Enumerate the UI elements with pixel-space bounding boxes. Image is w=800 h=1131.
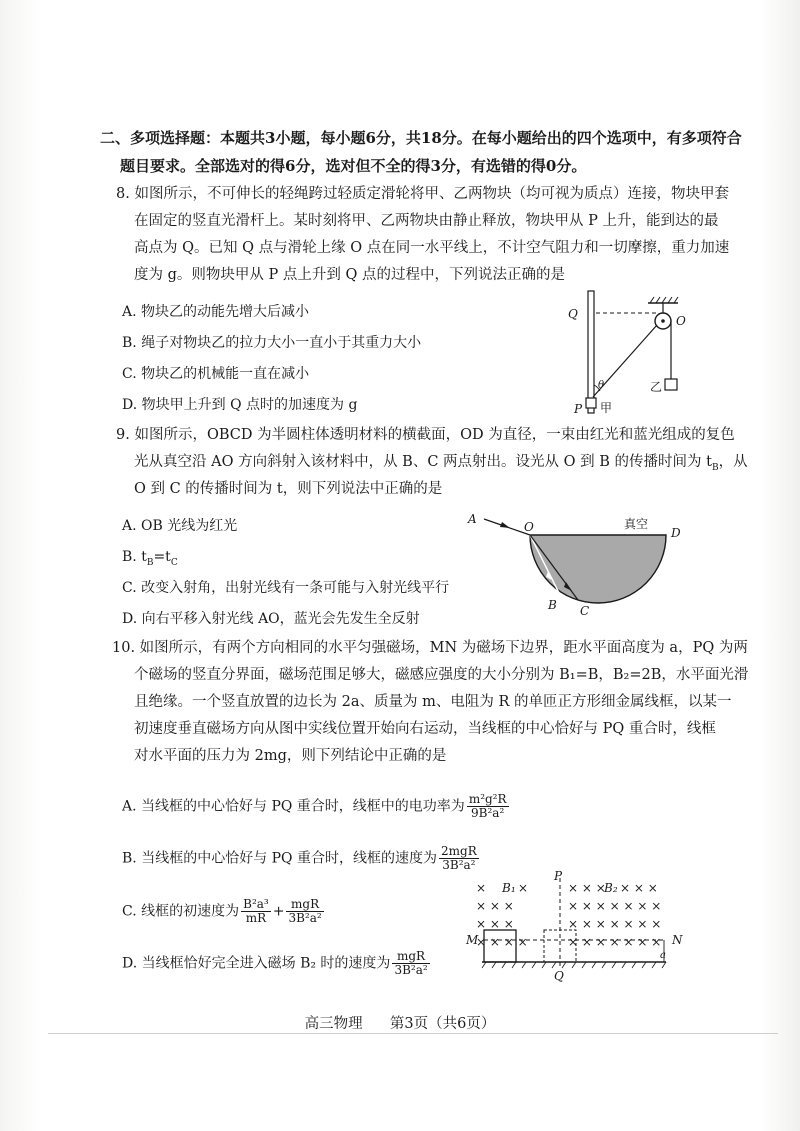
label-n: N <box>672 933 683 947</box>
q8-line3: 高点为 Q。已知 Q 点与滑轮上缘 O 点在同一水平线上，不计空气阻力和一切摩擦，重力加速 <box>134 240 730 256</box>
q10-option-a <box>122 793 511 820</box>
q10-option-c <box>122 898 326 925</box>
svg-text:× × ×: × × × <box>620 881 658 895</box>
q8-option-d: D. 物块甲上升到 Q 点时的加速度为 g <box>122 397 358 413</box>
label-c: C <box>580 604 590 618</box>
fraction-numerator: mgR <box>392 950 429 964</box>
label-b: B <box>548 598 557 612</box>
q8-line1: 8. 如图所示，不可伸长的轻绳跨过轻质定滑轮将甲、乙两物块（均可视为质点）连接，物块甲套 <box>116 186 729 202</box>
vertical-rod <box>588 291 594 413</box>
q10-option-b-text: B. 当线框的中心恰好与 PQ 重合时，线框的速度为 <box>122 850 437 867</box>
fraction-denominator: 3B²a² <box>288 911 322 925</box>
svg-text:× × × × × × ×: × × × × × × × <box>568 917 662 931</box>
q8-line2: 在固定的竖直光滑杆上。某时刻将甲、乙两物块由静止释放，物块甲从 P 上升，能到达的最 <box>134 213 719 229</box>
q10-option-c-text: C. 线框的初速度为 <box>122 903 240 920</box>
q10-line4: 初速度垂直磁场方向从图中实线位置开始向右运动，当线框的中心恰好与 PQ 重合时，线框 <box>134 721 716 737</box>
q10-magnetic-field-figure <box>460 869 690 983</box>
semicircle-cross-section <box>530 535 666 603</box>
q9-option-a: A. OB 光线为红光 <box>122 518 238 534</box>
q9-line2 <box>134 452 748 478</box>
q9-option-b-sub2: C <box>170 557 178 568</box>
label-a: A <box>468 512 477 526</box>
label-m: M <box>466 933 479 947</box>
label-b2: B₂ <box>604 881 618 895</box>
q10-option-d-fraction <box>392 950 429 977</box>
fraction-denominator: mR <box>245 911 267 925</box>
fraction-numerator: 2mgR <box>441 844 477 858</box>
q9-line3-text: O 到 C 的传播时间为 t，则下列说法中正确的是 <box>134 481 443 497</box>
fraction-denominator: 9B²a² <box>471 806 505 820</box>
svg-text:×: × <box>518 881 529 895</box>
label-q: Q <box>568 307 578 321</box>
q10-line1: 10. 如图所示，有两个方向相同的水平匀强磁场，MN 为磁场下边界，距水平面高度为 a，PQ 为两 <box>112 640 748 656</box>
label-vacuum: 真空 <box>624 517 649 531</box>
q10-option-d <box>122 950 432 977</box>
footer-page-number: 第3页（共6页） <box>389 1016 496 1032</box>
q10-option-b-fraction <box>439 845 479 872</box>
q9-option-b-eq: =t <box>153 549 171 565</box>
q9-line2-sub: B <box>711 462 719 473</box>
label-b1: B₁ <box>502 881 516 895</box>
block-yi <box>665 379 677 390</box>
section-header-line1: 二、多项选择题：本题共3小题，每小题6分，共18分。在每小题给出的四个选项中，有多项符合 <box>100 129 742 147</box>
label-o: O <box>524 520 534 534</box>
q9-line1: 9. 如图所示，OBCD 为半圆柱体透明材料的横截面，OD 为直径，一束由红光和蓝光组成的复色 <box>116 427 735 443</box>
label-o: O <box>676 314 686 328</box>
ceiling-hatch <box>650 297 678 303</box>
q8-line4: 度为 g。则物块甲从 P 点上升到 Q 点的过程中，下列说法正确的是 <box>134 267 565 283</box>
svg-text:× × × × × × ×: × × × × × × × <box>568 899 662 913</box>
ground-hatch <box>482 962 666 968</box>
q10-line5: 对水平面的压力为 2mg，则下列结论中正确的是 <box>134 748 447 764</box>
label-p: P <box>574 402 583 416</box>
q8-option-b: B. 绳子对物块乙的拉力大小一直小于其重力大小 <box>122 335 422 351</box>
label-yi: 乙 <box>650 380 663 394</box>
svg-text:× × × × × × ×: × × × × × × × <box>568 935 662 949</box>
svg-text:× × × ×: × × × × <box>476 935 528 949</box>
q9-option-d: D. 向右平移入射光线 AO，蓝光会先发生全反射 <box>122 611 420 627</box>
q10-line2: 个磁场的竖直分界面，磁场范围足够大，磁感应强度的大小分别为 B₁=B，B₂=2B，水平面光滑 <box>134 667 749 683</box>
q10-option-d-text: D. 当线框恰好完全进入磁场 B₂ 时的速度为 <box>122 955 391 972</box>
footer-subject: 高三物理 <box>304 1016 363 1032</box>
page-footer <box>0 1012 800 1033</box>
svg-text:×: × <box>476 881 487 895</box>
q10-line3: 且绝缘。一个竖直放置的边长为 2a、质量为 m、电阻为 R 的单匝正方形细金属线框，以某一 <box>134 694 732 710</box>
q9-line2-text: 光从真空沿 AO 方向斜射入该材料中，从 B、C 两点射出。设光从 O 到 B 的传播时间为 t <box>134 454 712 470</box>
q10-option-c-fraction2 <box>286 898 323 925</box>
q10-option-a-text: A. 当线框的中心恰好与 PQ 重合时，线框中的电功率为 <box>122 798 465 815</box>
section-header-line2: 题目要求。全部选对的得6分，选对但不全的得3分，有选错的得0分。 <box>120 157 587 175</box>
q9-option-b-text: B. t <box>122 549 147 565</box>
label-d: D <box>671 526 681 540</box>
svg-text:× × ×: × × × <box>476 917 514 931</box>
fraction-denominator: 3B²a² <box>442 858 476 872</box>
block-jia <box>586 398 596 408</box>
q9-option-b-sub1: B <box>146 557 154 568</box>
svg-text:× × ×: × × × <box>568 881 606 895</box>
q8-option-c: C. 物块乙的机械能一直在减小 <box>122 366 310 382</box>
fraction-numerator: m²g²R <box>468 792 507 806</box>
fraction-numerator: B²a³ <box>243 897 269 911</box>
q10-option-c-fraction1 <box>241 898 271 925</box>
q10-option-a-fraction <box>467 793 509 820</box>
label-q: Q <box>554 969 564 983</box>
bottom-divider <box>48 1033 778 1034</box>
q9-option-c: C. 改变入射角，出射光线有一条可能与入射光线平行 <box>122 580 450 596</box>
label-theta: θ <box>598 380 605 391</box>
q10-option-b <box>122 845 481 872</box>
q9-line2-tail: ，从 <box>718 454 748 470</box>
label-a: a <box>660 950 666 961</box>
svg-text:× × ×: × × × <box>476 899 514 913</box>
q8-option-a: A. 物块乙的动能先增大后减小 <box>122 304 310 320</box>
label-jia: 甲 <box>600 401 613 415</box>
q9-semicylinder-figure <box>462 505 692 630</box>
label-p: P <box>554 869 563 883</box>
q9-option-b <box>122 547 178 573</box>
fraction-numerator: mgR <box>286 898 323 912</box>
fraction-denominator: 3B²a² <box>394 963 428 977</box>
q9-line3 <box>134 479 442 499</box>
q8-pulley-figure <box>560 285 700 420</box>
plus-sign: + <box>272 903 285 920</box>
